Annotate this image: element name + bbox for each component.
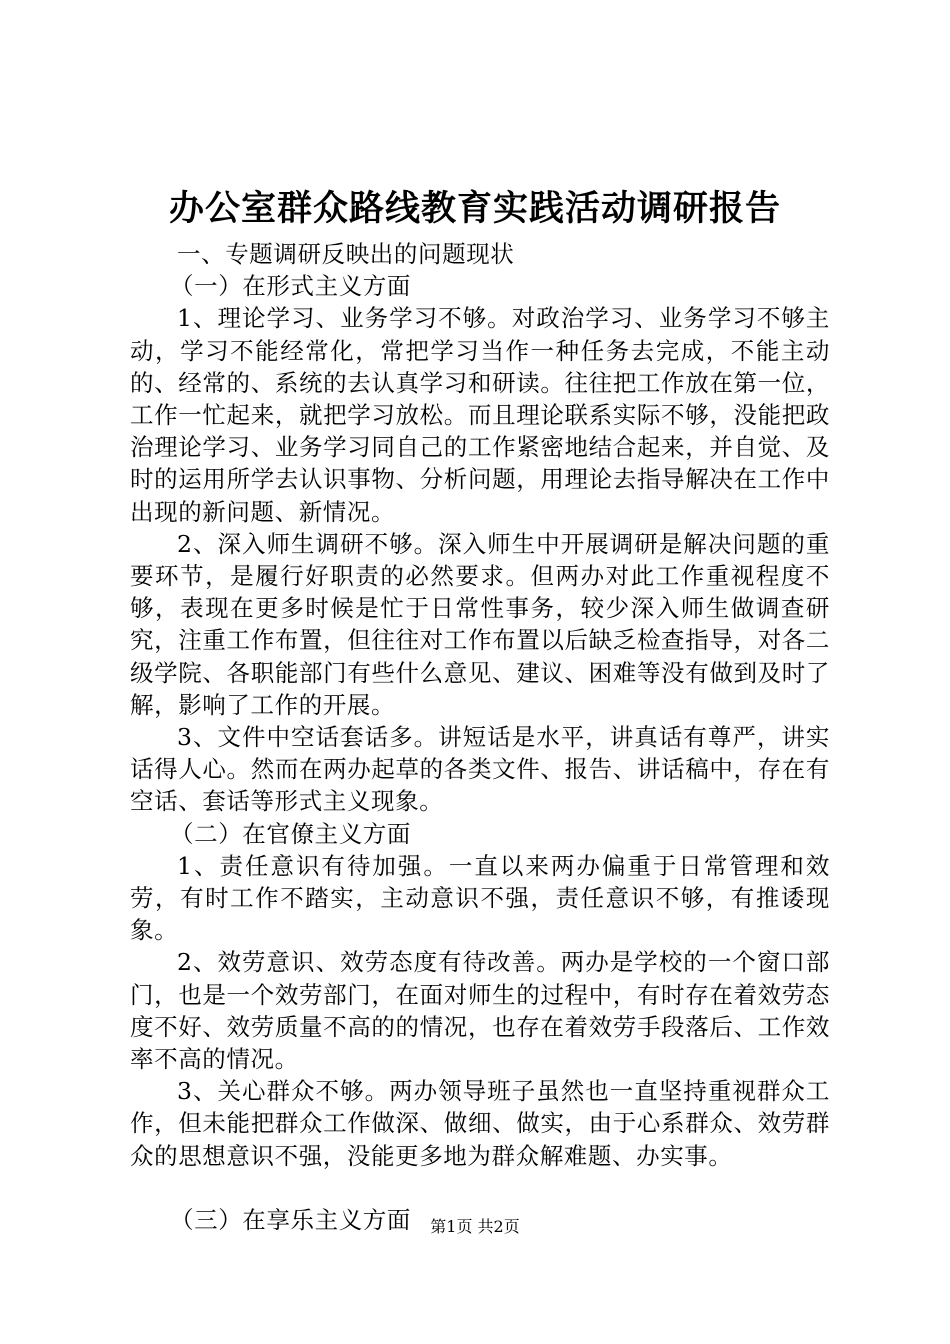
paragraph-theory-study: 1、理论学习、业务学习不够。对政治学习、业务学习不够主动，学习不能经常化，常把学习当作一种任务去完成，不能主动的、经常的、系统的去认真学习和研读。往往把工作放在第一位，工作一忙起来，就把学习放松。而且理论联系实际不够，没能把政治理论学习、业务学习同自己的工作紧密地结合起来，并自觉、及时的运用所学去认识事物、分析问题，用理论去指导解决在工作中出现的新问题、新情况。 bbox=[130, 304, 830, 526]
page-number: 第1页 共2页 bbox=[430, 1217, 520, 1236]
paragraph-service-attitude: 2、效劳意识、效劳态度有待改善。两办是学校的一个窗口部门，也是一个效劳部门，在面对师生的过程中，有时存在着效劳态度不好、效劳质量不高的的情况，也存在着效劳手段落后、工作效率不高的情况。 bbox=[130, 948, 830, 1074]
paragraph-responsibility: 1、责任意识有待加强。一直以来两办偏重于日常管理和效劳，有时工作不踏实，主动意识不强，责任意识不够，有推诿现象。 bbox=[130, 851, 830, 945]
document-body bbox=[130, 238, 830, 1236]
subsection-heading-bureaucracy: （二）在官僚主义方面 bbox=[170, 819, 411, 848]
subsection-heading-hedonism: （三）在享乐主义方面 bbox=[170, 1205, 411, 1234]
section-heading: 一、专题调研反映出的问题现状 bbox=[177, 240, 515, 268]
paragraph-research: 2、深入师生调研不够。深入师生中开展调研是解决问题的重要环节，是履行好职责的必然要求。但两办对此工作重视程度不够，表现在更多时候是忙于日常性事务，较少深入师生做调查研究，注重工作布置，但往往对工作布置以后缺乏检查指导，对各二级学院、各职能部门有些什么意见、建议、困难等没有做到及时了解，影响了工作的开展。 bbox=[130, 529, 830, 719]
subsection-heading-formalism: （一）在形式主义方面 bbox=[170, 272, 411, 301]
document-title: 办公室群众路线教育实践活动调研报告 bbox=[168, 188, 781, 229]
paragraph-empty-talk: 3、文件中空话套话多。讲短话是水平，讲真话有尊严，讲实话得人心。然而在两办起草的各类文件、报告、讲话稿中，存在有空话、套话等形式主义现象。 bbox=[130, 723, 830, 816]
paragraph-care-for-masses: 3、关心群众不够。两办领导班子虽然也一直坚持重视群众工作，但未能把群众工作做深、做细、做实，由于心系群众、效劳群众的思想意识不强，没能更多地为群众解难题、办实事。 bbox=[130, 1077, 830, 1170]
